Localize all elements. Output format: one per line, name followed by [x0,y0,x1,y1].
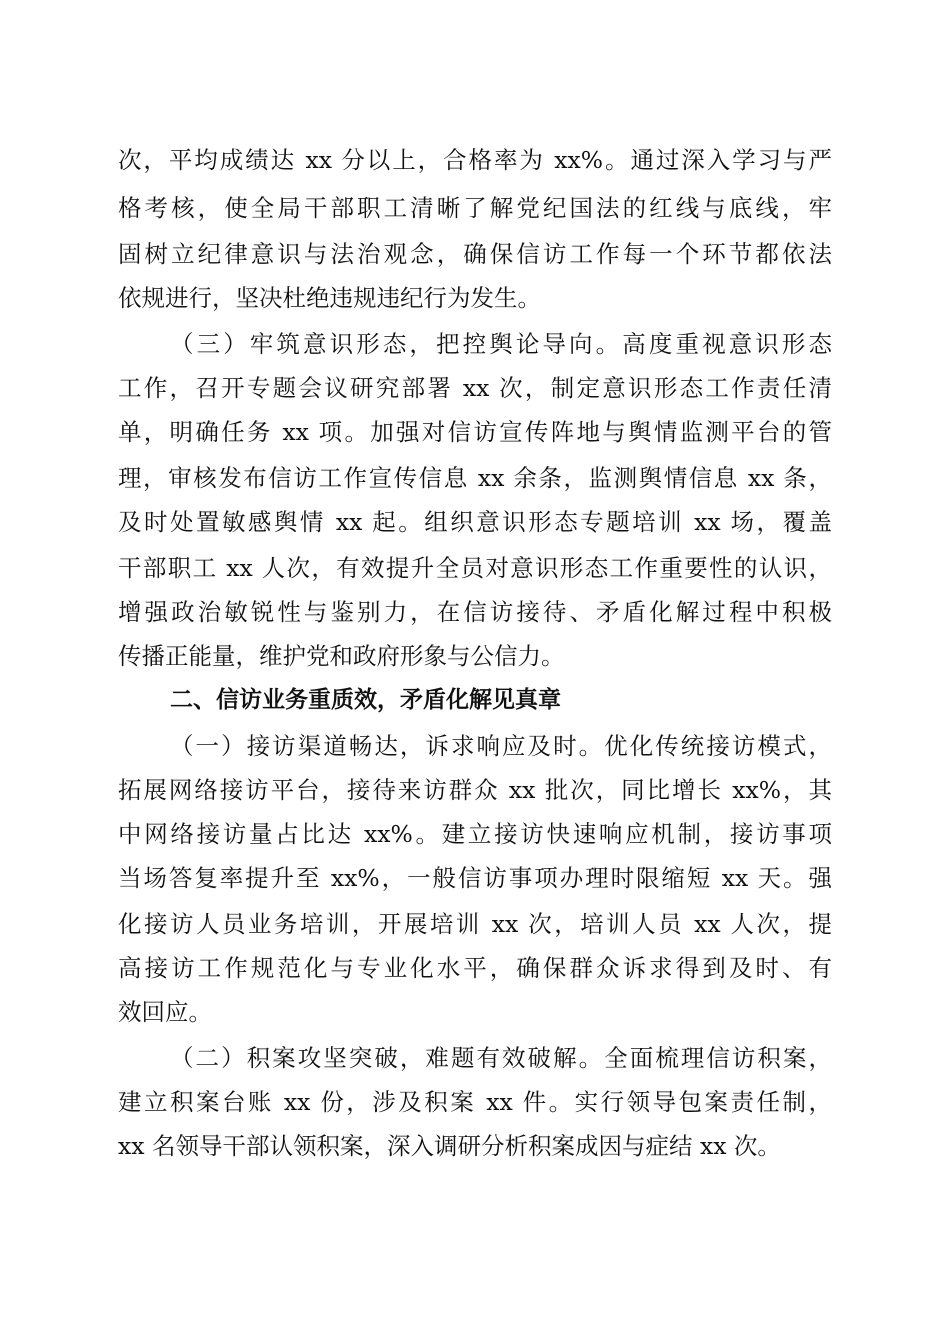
section-heading: 二、信访业务重质效，矛盾化解见真章 [170,687,561,713]
paragraph-lead-line: （一）接访渠道畅达，诉求响应及时。优化传统接访模式， [170,732,832,760]
paragraph-line: 建立积案台账 xx 份，涉及积案 xx 件。实行领导包案责任制， [118,1088,832,1116]
paragraph-line: 及时处置敏感舆情 xx 起。组织意识形态专题培训 xx 场，覆盖 [118,508,832,536]
paragraph-line: 增强政治敏锐性与鉴别力，在信访接待、矛盾化解过程中积极 [118,598,832,626]
paragraph-line: 中网络接访量占比达 xx%。建立接访快速响应机制，接访事项 [118,820,832,848]
paragraph-line: 单，明确任务 xx 项。加强对信访宣传阵地与舆情监测平台的管 [118,418,832,446]
paragraph-line: 化接访人员业务培训，开展培训 xx 次，培训人员 xx 人次，提 [118,910,832,938]
paragraph-line: 干部职工 xx 人次，有效提升全员对意识形态工作重要性的认识， [118,554,832,582]
paragraph-line: 工作，召开专题会议研究部署 xx 次，制定意识形态工作责任清 [118,374,832,402]
paragraph-line: 理，审核发布信访工作宣传信息 xx 余条，监测舆情信息 xx 条， [118,464,832,492]
paragraph-line: 格考核，使全局干部职工清晰了解党纪国法的红线与底线，牢 [118,194,832,222]
paragraph-line: xx 名领导干部认领积案，深入调研分析积案成因与症结 xx 次。 [118,1132,781,1160]
paragraph-lead-line: （二）积案攻坚突破，难题有效破解。全面梳理信访积案， [170,1044,832,1072]
paragraph-line: 固树立纪律意识与法治观念，确保信访工作每一个环节都依法 [118,240,832,268]
paragraph-line: 当场答复率提升至 xx%，一般信访事项办理时限缩短 xx 天。强 [118,864,832,892]
paragraph-line: 效回应。 [118,998,212,1026]
paragraph-line: 次，平均成绩达 xx 分以上，合格率为 xx%。通过深入学习与严 [118,146,832,174]
paragraph-line: 依规进行，坚决杜绝违规违纪行为发生。 [118,284,541,312]
paragraph-line: 拓展网络接访平台，接待来访群众 xx 批次，同比增长 xx%，其 [118,776,832,804]
paragraph-line: 传播正能量，维护党和政府形象与公信力。 [118,642,565,670]
paragraph-line: 高接访工作规范化与专业化水平，确保群众诉求得到及时、有 [118,954,832,982]
paragraph-lead-line: （三）牢筑意识形态，把控舆论导向。高度重视意识形态 [170,330,832,358]
